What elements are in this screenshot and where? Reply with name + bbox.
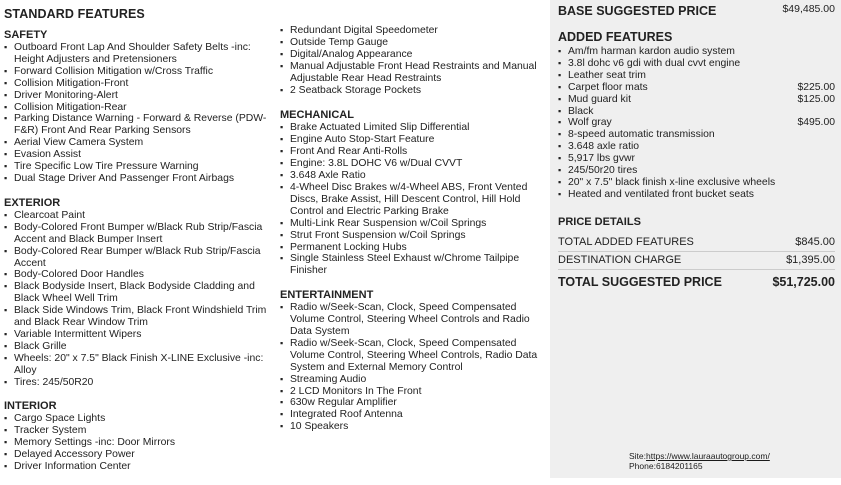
feature-item: ▪ Tires: 245/50R20 [4, 377, 274, 389]
total-price-label: TOTAL SUGGESTED PRICE [558, 274, 722, 289]
feature-item: ▪ Front And Rear Anti-Rolls [280, 146, 548, 158]
feature-item: ▪ Digital/Analog Appearance [280, 49, 548, 61]
feature-item: ▪ Delayed Accessory Power [4, 449, 274, 461]
feature-item: ▪ Integrated Roof Antenna [280, 409, 548, 421]
added-feature-item [558, 165, 835, 177]
feature-item: ▪ 3.648 Axle Ratio [280, 170, 548, 182]
feature-item: ▪ Radio w/Seek-Scan, Clock, Speed Compensated Volume Control, Steering Wheel Controls, Radio Data System and External Memory Control [280, 338, 548, 374]
destination-label: DESTINATION CHARGE [558, 253, 682, 266]
feature-item: ▪ Memory Settings -inc: Door Mirrors [4, 437, 274, 449]
feature-item: ▪ Clearcoat Paint [4, 210, 274, 222]
total-added-row [558, 234, 835, 252]
feature-item: ▪ Black Grille [4, 341, 274, 353]
feature-item: ▪ Variable Intermittent Wipers [4, 329, 274, 341]
feature-item: ▪ Permanent Locking Hubs [280, 242, 548, 254]
added-feature-name: ▪ Leather seat trim [568, 69, 646, 81]
feature-item: ▪ Body-Colored Rear Bumper w/Black Rub Strip/Fascia Accent [4, 246, 274, 270]
destination-row [558, 252, 835, 270]
added-feature-price: $495.00 [797, 117, 835, 129]
feature-item: ▪ 2 LCD Monitors In The Front [280, 386, 548, 398]
destination-value: $1,395.00 [786, 253, 835, 266]
added-feature-name: ▪ Black [568, 105, 594, 117]
added-feature-item [558, 141, 835, 153]
feature-item: ▪ Parking Distance Warning - Forward & Reverse (PDW-F&R) Front And Rear Parking Sensors [4, 113, 274, 137]
site-label: Site: [629, 451, 647, 461]
feature-item: ▪ Driver Information Center [4, 461, 274, 473]
added-feature-item [558, 117, 835, 129]
total-added-value: $845.00 [795, 235, 835, 248]
dealer-contact [629, 451, 770, 471]
feature-item: ▪ 630w Regular Amplifier [280, 397, 548, 409]
total-added-label: TOTAL ADDED FEATURES [558, 235, 694, 248]
added-feature-item [558, 82, 835, 94]
feature-item: ▪ Strut Front Suspension w/Coil Springs [280, 230, 548, 242]
pricing-panel [550, 0, 841, 478]
mechanical-heading: MECHANICAL [280, 109, 354, 122]
standard-features-title: STANDARD FEATURES [4, 7, 145, 21]
added-feature-item [558, 94, 835, 106]
feature-item: ▪ Engine: 3.8L DOHC V6 w/Dual CVVT [280, 158, 548, 170]
feature-item: ▪ Redundant Digital Speedometer [280, 25, 548, 37]
feature-item: ▪ Manual Adjustable Front Head Restraints and Manual Adjustable Rear Head Restraints [280, 61, 548, 85]
feature-item: ▪ 10 Speakers [280, 421, 548, 433]
added-feature-name: ▪ 3.8l dohc v6 gdi with dual cvvt engine [568, 57, 741, 69]
features-column-left [4, 0, 274, 485]
feature-item: ▪ Tire Specific Low Tire Pressure Warning [4, 161, 274, 173]
added-feature-name: ▪ 245/50r20 tires [568, 165, 638, 177]
interior-list [4, 413, 274, 473]
added-feature-price: $125.00 [797, 93, 835, 105]
feature-item: ▪ Driver Monitoring-Alert [4, 90, 274, 102]
feature-item: ▪ Collision Mitigation-Rear [4, 102, 274, 114]
feature-item: ▪ Brake Actuated Limited Slip Differential [280, 122, 548, 134]
safety-heading: SAFETY [4, 29, 48, 41]
added-feature-name: ▪ 8-speed automatic transmission [568, 129, 715, 141]
feature-item: ▪ Cargo Space Lights [4, 413, 274, 425]
entertainment-heading: ENTERTAINMENT [280, 289, 374, 302]
added-feature-item [558, 153, 835, 165]
exterior-list [4, 210, 274, 389]
added-feature-price: $225.00 [797, 81, 835, 93]
feature-item: ▪ 4-Wheel Disc Brakes w/4-Wheel ABS, Front Vented Discs, Brake Assist, Hill Descent Control, Hill Hold Control and Electric Parking Brake [280, 182, 548, 218]
feature-item: ▪ Black Side Windows Trim, Black Front Windshield Trim and Black Rear Window Trim [4, 305, 274, 329]
added-feature-name: ▪ 20" x 7.5" black finish x-line exclusive wheels [568, 176, 776, 188]
feature-item: ▪ 2 Seatback Storage Pockets [280, 85, 548, 97]
feature-item: ▪ Dual Stage Driver And Passenger Front Airbags [4, 173, 274, 185]
added-features-heading: ADDED FEATURES [558, 30, 673, 44]
added-feature-item [558, 177, 835, 189]
entertainment-list [280, 302, 548, 433]
added-feature-name: ▪ Am/fm harman kardon audio system [568, 46, 735, 57]
added-feature-item [558, 106, 835, 118]
safety-list [4, 42, 274, 185]
feature-item: ▪ Outboard Front Lap And Shoulder Safety Belts -inc: Height Adjusters and Pretensioners [4, 42, 274, 66]
added-feature-item [558, 70, 835, 82]
added-feature-item [558, 58, 835, 70]
feature-item: ▪ Multi-Link Rear Suspension w/Coil Springs [280, 218, 548, 230]
added-feature-name: ▪ Heated and ventilated front bucket seats [568, 188, 754, 200]
base-price-value: $49,485.00 [782, 3, 835, 15]
feature-item: ▪ Black Bodyside Insert, Black Bodyside Cladding and Black Wheel Well Trim [4, 281, 274, 305]
feature-item: ▪ Engine Auto Stop-Start Feature [280, 134, 548, 146]
added-feature-name: ▪ 5,917 lbs gvwr [568, 153, 635, 165]
interior-list-continued [280, 25, 548, 96]
added-feature-name: ▪ Wolf gray [568, 117, 612, 129]
total-price-row [558, 275, 835, 289]
added-features-list [558, 46, 835, 201]
feature-item: ▪ Streaming Audio [280, 374, 548, 386]
features-column-middle [280, 0, 548, 445]
feature-item: ▪ Single Stainless Steel Exhaust w/Chrome Tailpipe Finisher [280, 253, 548, 277]
phone-label: Phone: [629, 461, 656, 471]
added-feature-name: ▪ 3.648 axle ratio [568, 141, 640, 153]
base-price-label: BASE SUGGESTED PRICE [558, 4, 717, 18]
exterior-heading: EXTERIOR [4, 196, 61, 209]
feature-item: ▪ Forward Collision Mitigation w/Cross Traffic [4, 66, 274, 78]
feature-item: ▪ Radio w/Seek-Scan, Clock, Speed Compensated Volume Control, Steering Wheel Controls and Radio Data System [280, 302, 548, 338]
mechanical-list [280, 122, 548, 277]
price-details-heading: PRICE DETAILS [558, 215, 641, 228]
phone-number: 6184201165 [655, 461, 703, 471]
feature-item: ▪ Outside Temp Gauge [280, 37, 548, 49]
added-feature-name: ▪ Mud guard kit [568, 93, 631, 105]
total-price-value: $51,725.00 [772, 274, 835, 289]
site-link[interactable]: https://www.lauraautogroup.com/ [646, 451, 770, 461]
added-feature-name: ▪ Carpet floor mats [568, 81, 648, 93]
base-price-row [558, 4, 835, 18]
feature-item: ▪ Tracker System [4, 425, 274, 437]
added-feature-item [558, 46, 835, 58]
feature-item: ▪ Body-Colored Front Bumper w/Black Rub Strip/Fascia Accent and Black Bumper Insert [4, 222, 274, 246]
feature-item: ▪ Body-Colored Door Handles [4, 269, 274, 281]
interior-heading: INTERIOR [4, 400, 57, 413]
added-feature-item [558, 129, 835, 141]
feature-item: ▪ Aerial View Camera System [4, 137, 274, 149]
added-feature-item [558, 189, 835, 201]
feature-item: ▪ Collision Mitigation-Front [4, 78, 274, 90]
feature-item: ▪ Wheels: 20" x 7.5" Black Finish X-LINE Exclusive -inc: Alloy [4, 353, 274, 377]
feature-item: ▪ Evasion Assist [4, 149, 274, 161]
